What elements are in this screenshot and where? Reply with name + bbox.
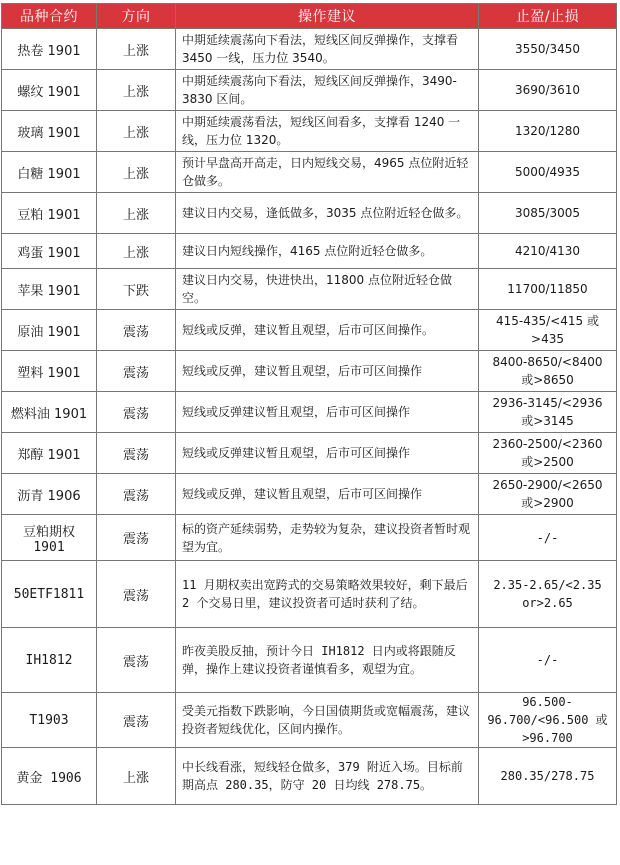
advice-cell: 建议日内交易，快进快出，11800 点位附近轻仓做空。 (176, 269, 479, 310)
contract-cell: 豆粕 1901 (2, 193, 97, 234)
direction-cell: 下跌 (97, 269, 176, 310)
direction-cell: 上涨 (97, 111, 176, 152)
direction-cell: 震荡 (97, 351, 176, 392)
direction-cell: 震荡 (97, 474, 176, 515)
table-row (2, 748, 617, 805)
direction-cell: 震荡 (97, 693, 176, 748)
direction-cell: 震荡 (97, 433, 176, 474)
direction-cell: 上涨 (97, 193, 176, 234)
contract-cell: 苹果 1901 (2, 269, 97, 310)
stop-cell: 415-435/<415 或>435 (479, 310, 617, 351)
advice-cell: 短线或反弹建议暂且观望，后市可区间操作 (176, 433, 479, 474)
direction-cell: 震荡 (97, 310, 176, 351)
table-row (2, 693, 617, 748)
stop-cell: 3550/3450 (479, 29, 617, 70)
advice-table-frame (1, 3, 616, 805)
table-row (2, 351, 617, 392)
trading-advice-table (1, 3, 617, 805)
stop-cell: 4210/4130 (479, 234, 617, 269)
direction-cell: 上涨 (97, 29, 176, 70)
table-row (2, 234, 617, 269)
advice-cell: 中期延续震荡向下看法，短线区间反弹操作，支撑看 3450 一线，压力位 3540。 (176, 29, 479, 70)
stop-cell: 2650-2900/<2650 或>2900 (479, 474, 617, 515)
advice-cell: 短线或反弹，建议暂且观望，后市可区间操作。 (176, 310, 479, 351)
stop-cell: 280.35/278.75 (479, 748, 617, 805)
contract-cell: 郑醇 1901 (2, 433, 97, 474)
advice-cell: 短线或反弹，建议暂且观望，后市可区间操作 (176, 474, 479, 515)
contract-cell: 鸡蛋 1901 (2, 234, 97, 269)
stop-cell: 2936-3145/<2936 或>3145 (479, 392, 617, 433)
table-row (2, 70, 617, 111)
direction-cell: 震荡 (97, 561, 176, 628)
stop-cell: 3690/3610 (479, 70, 617, 111)
contract-cell: 玻璃 1901 (2, 111, 97, 152)
stop-cell: 2.35-2.65/<2.35 or>2.65 (479, 561, 617, 628)
contract-cell: T1903 (2, 693, 97, 748)
advice-cell: 11 月期权卖出宽跨式的交易策略效果较好，剩下最后 2 个交易日里，建议投资者可适时获利了结。 (176, 561, 479, 628)
advice-cell: 建议日内交易，逢低做多，3035 点位附近轻仓做多。 (176, 193, 479, 234)
table-row (2, 29, 617, 70)
header-advice: 操作建议 (176, 4, 479, 29)
advice-cell: 短线或反弹，建议暂且观望，后市可区间操作 (176, 351, 479, 392)
header-contract: 品种合约 (2, 4, 97, 29)
table-row (2, 193, 617, 234)
direction-cell: 上涨 (97, 234, 176, 269)
table-row (2, 628, 617, 693)
header-stop: 止盈/止损 (479, 4, 617, 29)
contract-cell: 塑料 1901 (2, 351, 97, 392)
table-row (2, 111, 617, 152)
table-row (2, 269, 617, 310)
direction-cell: 上涨 (97, 70, 176, 111)
stop-cell: 8400-8650/<8400 或>8650 (479, 351, 617, 392)
contract-cell: 白糖 1901 (2, 152, 97, 193)
advice-cell: 预计早盘高开高走，日内短线交易，4965 点位附近轻仓做多。 (176, 152, 479, 193)
table-row (2, 392, 617, 433)
stop-cell: -/- (479, 628, 617, 693)
advice-cell: 标的资产延续弱势，走势较为复杂，建议投资者暂时观望为宜。 (176, 515, 479, 561)
contract-cell: 热卷 1901 (2, 29, 97, 70)
stop-cell: 11700/11850 (479, 269, 617, 310)
header-row (2, 4, 617, 29)
table-row (2, 515, 617, 561)
contract-cell: 50ETF1811 (2, 561, 97, 628)
contract-cell: 螺纹 1901 (2, 70, 97, 111)
direction-cell: 上涨 (97, 748, 176, 805)
stop-cell: -/- (479, 515, 617, 561)
direction-cell: 上涨 (97, 152, 176, 193)
table-row (2, 433, 617, 474)
advice-cell: 短线或反弹建议暂且观望，后市可区间操作 (176, 392, 479, 433)
direction-cell: 震荡 (97, 515, 176, 561)
table-row (2, 152, 617, 193)
stop-cell: 5000/4935 (479, 152, 617, 193)
table-row (2, 474, 617, 515)
stop-cell: 3085/3005 (479, 193, 617, 234)
table-row (2, 561, 617, 628)
contract-cell: IH1812 (2, 628, 97, 693)
advice-cell: 中长线看涨，短线轻仓做多，379 附近入场。目标前期高点 280.35，防守 20 日均线 278.75。 (176, 748, 479, 805)
stop-cell: 2360-2500/<2360 或>2500 (479, 433, 617, 474)
direction-cell: 震荡 (97, 392, 176, 433)
advice-cell: 受美元指数下跌影响，今日国债期货或宽幅震荡，建议投资者短线优化，区间内操作。 (176, 693, 479, 748)
contract-cell: 豆粕期权 1901 (2, 515, 97, 561)
stop-cell: 1320/1280 (479, 111, 617, 152)
advice-cell: 中期延续震荡看法，短线区间看多，支撑看 1240 一线，压力位 1320。 (176, 111, 479, 152)
advice-cell: 建议日内短线操作，4165 点位附近轻仓做多。 (176, 234, 479, 269)
direction-cell: 震荡 (97, 628, 176, 693)
header-direction: 方向 (97, 4, 176, 29)
contract-cell: 黄金 1906 (2, 748, 97, 805)
table-body (2, 29, 617, 805)
table-row (2, 310, 617, 351)
stop-cell: 96.500-96.700/<96.500 或>96.700 (479, 693, 617, 748)
advice-cell: 昨夜美股反抽，预计今日 IH1812 日内或将跟随反弹，操作上建议投资者谨慎看多，观望为宜。 (176, 628, 479, 693)
contract-cell: 沥青 1906 (2, 474, 97, 515)
contract-cell: 原油 1901 (2, 310, 97, 351)
advice-cell: 中期延续震荡向下看法，短线区间反弹操作，3490-3830 区间。 (176, 70, 479, 111)
contract-cell: 燃料油 1901 (2, 392, 97, 433)
